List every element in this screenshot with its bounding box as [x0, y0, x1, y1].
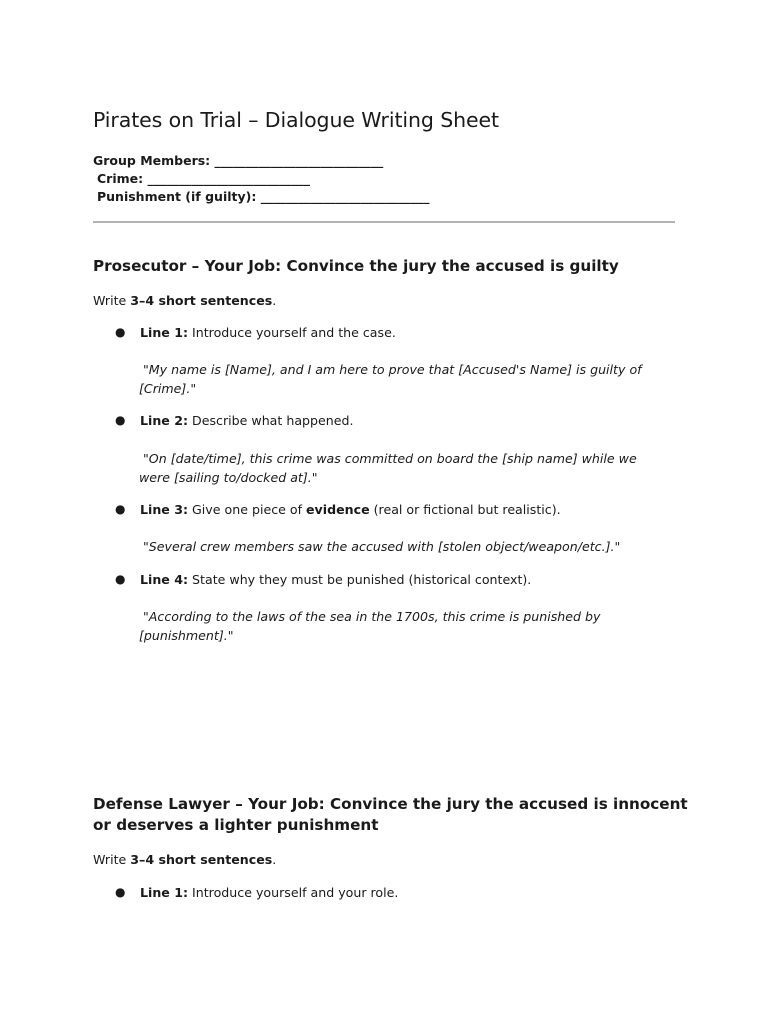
defense-instructions	[93, 852, 276, 867]
horizontal-divider	[93, 221, 675, 223]
line-text: Give one piece of	[188, 502, 307, 517]
line-text: Introduce yourself and your role.	[188, 885, 399, 900]
line-label: Line 1:	[140, 885, 189, 900]
bullet-icon: ●	[115, 325, 126, 339]
write-bold: 3–4 short sentences	[130, 293, 273, 308]
line-label: Line 4:	[140, 572, 189, 587]
write-bold: 3–4 short sentences	[130, 852, 273, 867]
line-label: Line 3:	[140, 502, 189, 517]
example-quote: "My name is [Name], and I am here to prove that [Accused's Name] is guilty of [Crime]."	[139, 362, 642, 396]
line-text: State why they must be punished (historical context).	[188, 572, 532, 587]
prosecutor-heading: Prosecutor – Your Job: Convince the jury the accused is guilty	[93, 257, 619, 275]
page-title: Pirates on Trial – Dialogue Writing Sheet	[93, 108, 499, 132]
line-text: Describe what happened.	[188, 413, 354, 428]
example-quote: "According to the laws of the sea in the 1700s, this crime is punished by [punishment]."	[139, 609, 601, 643]
write-prefix: Write	[93, 852, 131, 867]
bullet-icon: ●	[115, 502, 126, 516]
write-suffix: .	[272, 293, 277, 308]
example-quote: "On [date/time], this crime was committed on board the [ship name] while we were [sailing to/docked at]."	[139, 451, 637, 485]
group-members-field: Group Members: ___________________________	[93, 153, 384, 168]
write-suffix: .	[272, 852, 277, 867]
bullet-icon: ●	[115, 413, 126, 427]
evidence-bold: evidence	[306, 502, 370, 517]
example-quote: "Several crew members saw the accused with [stolen object/weapon/etc.]."	[143, 539, 621, 554]
defense-heading: Defense Lawyer – Your Job: Convince the jury the accused is innocent or deserves a lighter punishment	[93, 795, 688, 834]
line-text: Introduce yourself and the case.	[188, 325, 396, 340]
bullet-icon: ●	[115, 572, 126, 586]
prosecutor-instructions	[93, 293, 276, 308]
bullet-icon: ●	[115, 885, 126, 899]
line-text: (real or fictional but realistic).	[369, 502, 561, 517]
crime-field: Crime: __________________________	[97, 171, 310, 186]
write-prefix: Write	[93, 293, 131, 308]
punishment-field: Punishment (if guilty): ___________________________	[97, 189, 430, 204]
line-label: Line 1:	[140, 325, 189, 340]
line-label: Line 2:	[140, 413, 189, 428]
